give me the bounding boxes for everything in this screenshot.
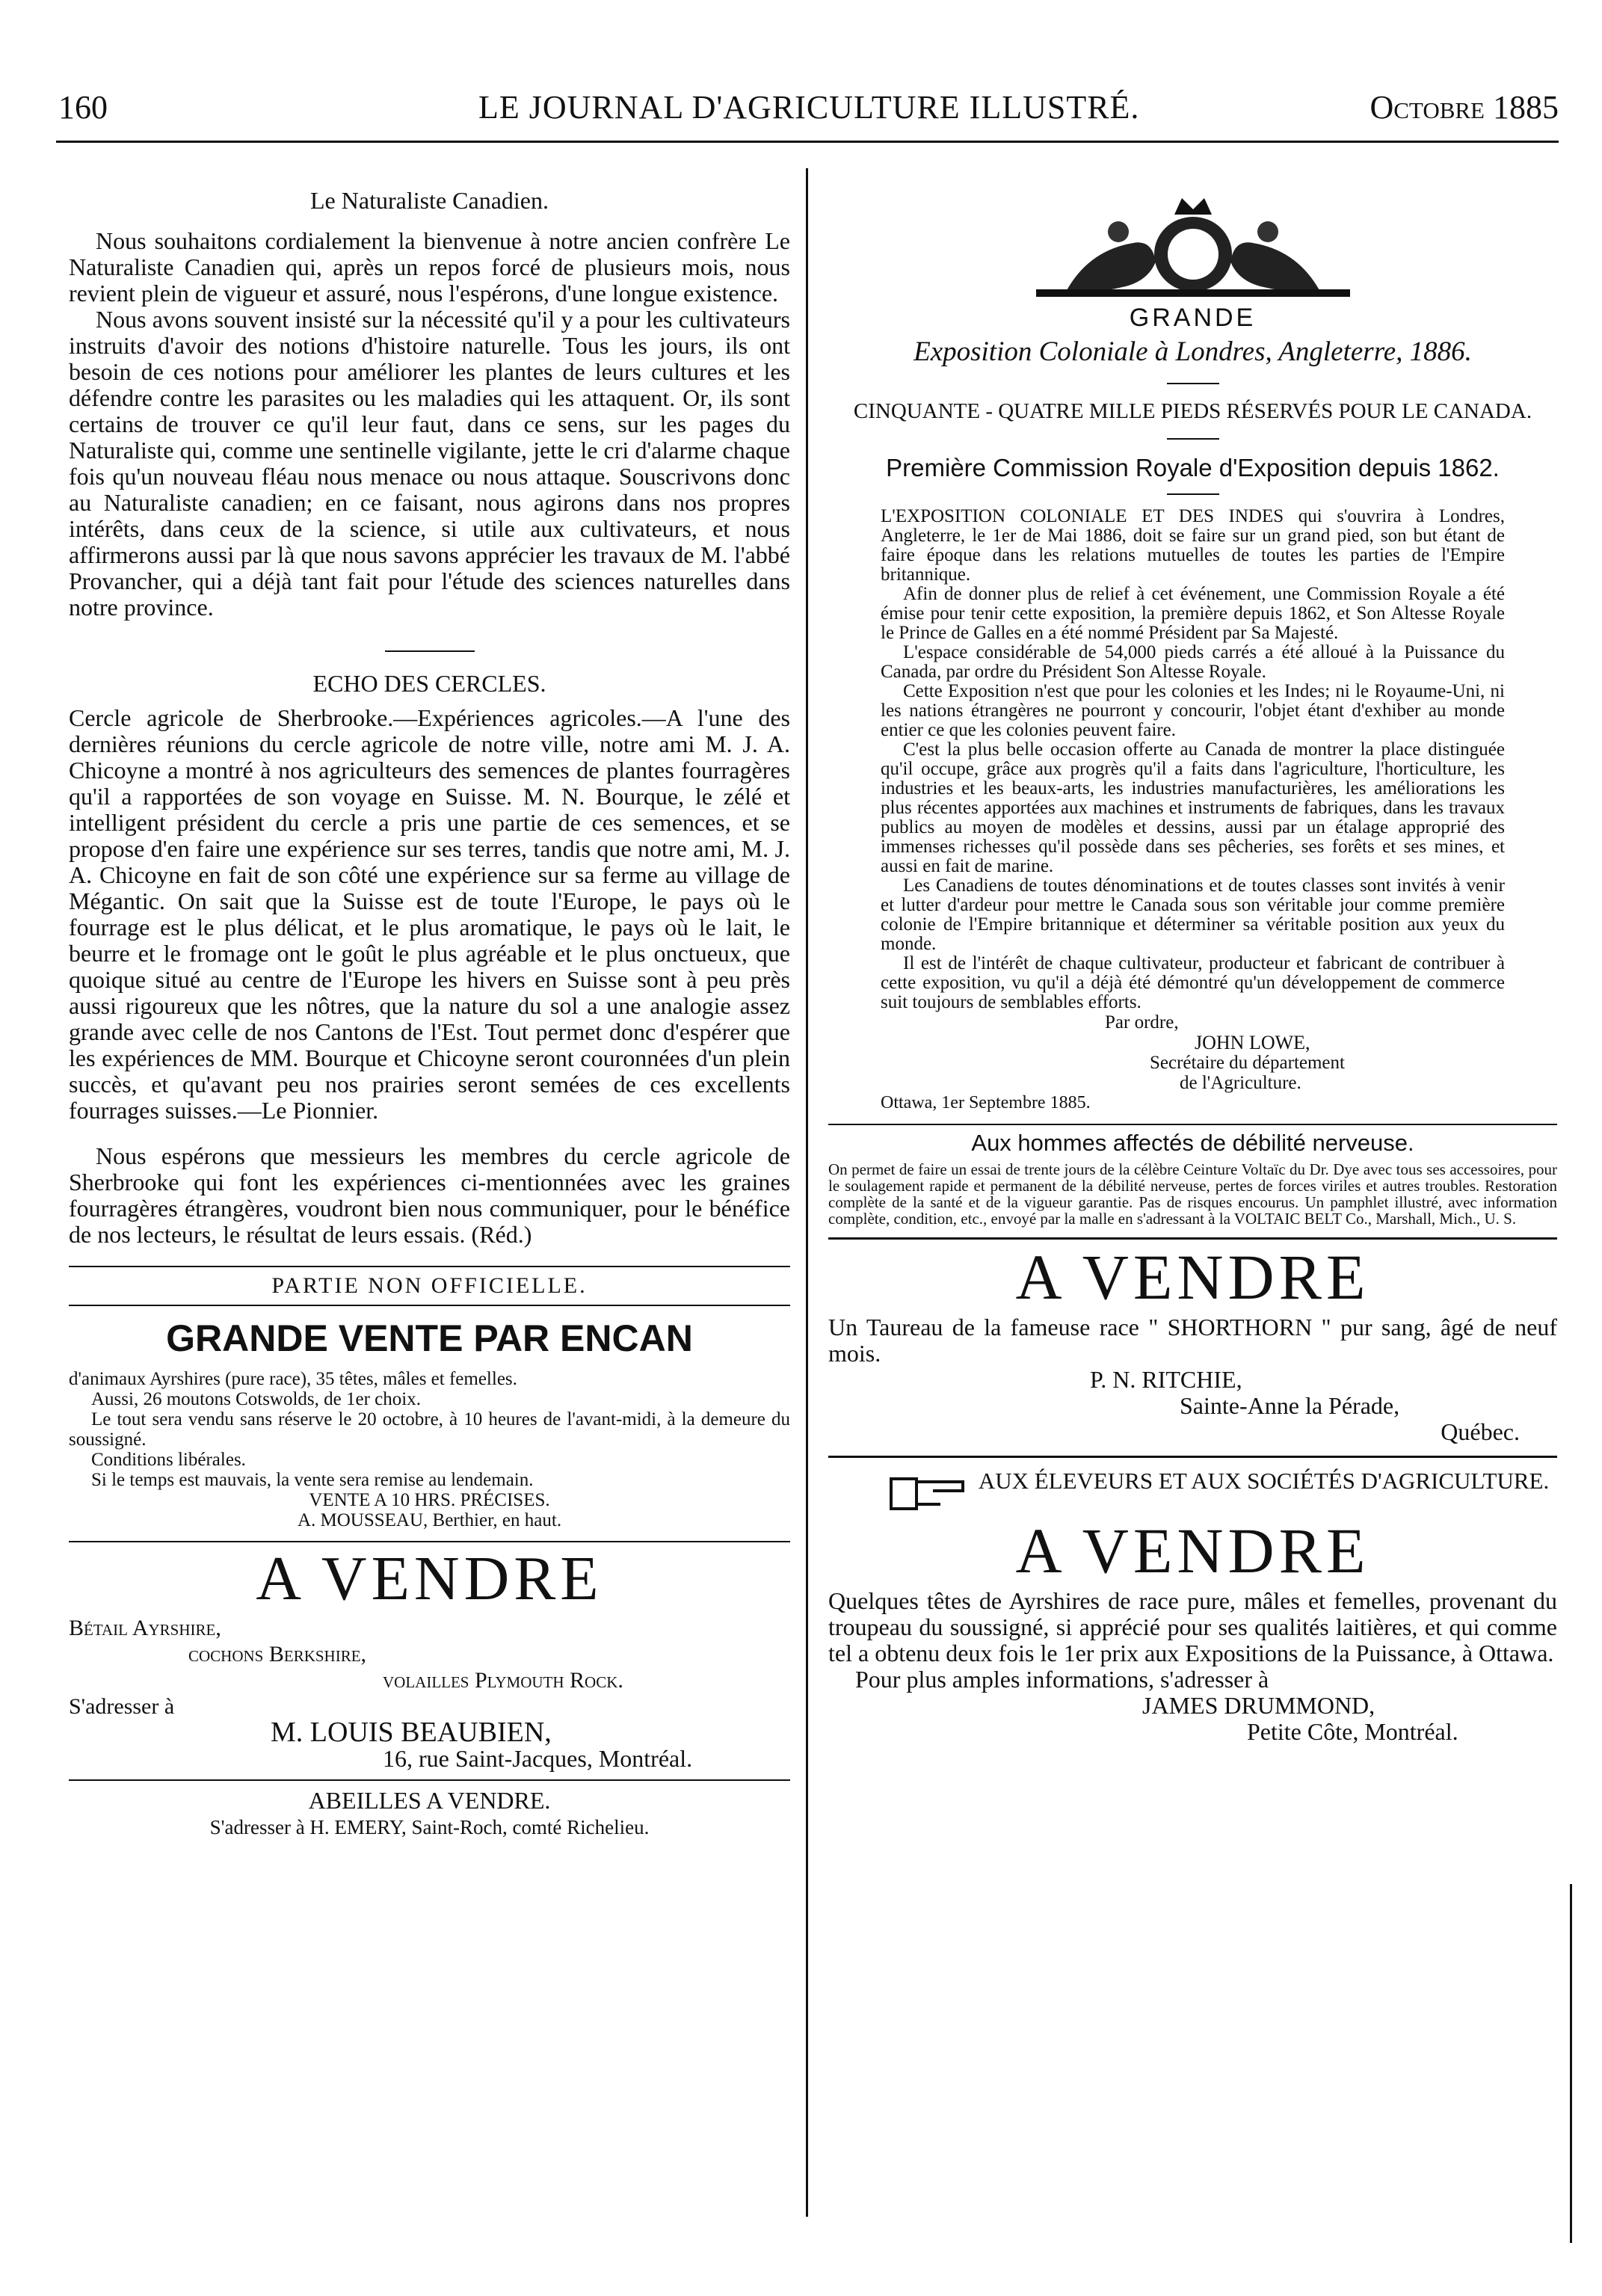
section-rule (69, 1266, 790, 1267)
expo-paragraph-6: Les Canadiens de toutes dénominations et de toutes classes sont invités à venir et lutter d'ardeur pour mettre le Canada sous son véritable jour comme première colonie de l'Empire britannique et déterminer sa véritable position aux yeux du monde. (881, 875, 1505, 954)
eleveurs-title: A VENDRE (1015, 1515, 1370, 1586)
section-rule (828, 1456, 1557, 1458)
vendre-ad-2-title: A VENDRE (1015, 1241, 1370, 1313)
section-divider (1167, 438, 1219, 440)
expo-role-2: de l'Agriculture. (1180, 1073, 1301, 1093)
vendre-ad-1-title: A VENDRE (256, 1544, 603, 1613)
section-rule (69, 1779, 790, 1781)
pointing-hand-icon (888, 1468, 970, 1513)
expo-paragraph-1: L'EXPOSITION COLONIALE ET DES INDES qui s'ouvrira à Londres, Angleterre, le 1er de Mai 1886, doit se faire sur un grand pied, son but étant de faire époque dans les relations mutuelles de toutes les parties de l'Empire britannique. (881, 506, 1505, 585)
section-rule (828, 1124, 1557, 1125)
encan-line-3: Le tout sera vendu sans réserve le 20 octobre, à 10 heures de l'avant-midi, à la demeure du soussigné. (69, 1409, 790, 1450)
encan-ad (69, 1317, 790, 1530)
encan-line-4: Conditions libérales. (91, 1450, 246, 1470)
echo-article (69, 670, 790, 1248)
vendre-ad-2-name: P. N. RITCHIE, (1090, 1366, 1242, 1393)
eleveurs-place: Petite Côte, Montréal. (1247, 1718, 1458, 1745)
encan-line-6: VENTE A 10 HRS. PRÉCISES. (309, 1490, 550, 1510)
section-divider (1167, 493, 1219, 495)
section-divider (1167, 383, 1219, 384)
vendre-ad-1-line-2: cochons Berkshire, (188, 1642, 367, 1666)
vendre-ad-2-place: Sainte-Anne la Pérade, (1180, 1392, 1400, 1419)
expo-date: Ottawa, 1er Septembre 1885. (881, 1093, 1091, 1112)
hommes-text: On permet de faire un essai de trente jours de la célèbre Ceinture Voltaïc du Dr. Dye avec tous ses accessoires, pour le soulagement rapide et permanent de la débilité nerveuse, pertes de forces viriles et autres troubles. Restoration complète de la santé et de la vigueur garantie. Pas de risques encourus. Un pamphlet illustré, avec information complète, condition, etc., envoyé par la malle en s'adressant à la VOLTAIC BELT Co., Marshall, Mich., U. S. (828, 1160, 1557, 1228)
vendre-ad-1-line-6: 16, rue Saint-Jacques, Montréal. (383, 1745, 693, 1772)
column-divider-right-edge (1570, 1884, 1572, 2243)
expo-role-1: Secrétaire du département (1150, 1053, 1345, 1073)
expo-paragraph-4: Cette Exposition n'est que pour les colonies et les Indes; ni le Royaume-Uni, ni les nations étrangères ne pourront y concourir, l'objet étant d'exhiber au monde entier ce que les colonies peuvent faire. (881, 681, 1505, 740)
left-column (69, 187, 790, 2220)
issue-date: Octobre 1885 (1370, 89, 1559, 126)
expo-paragraph-2: Afin de donner plus de relief à cet événement, une Commission Royale a été émise pour tenir cette exposition, la première depuis 1862, et Son Altesse Royale le Prince de Galles en a été nommé Président par Sa Majesté. (881, 584, 1505, 643)
header-rule (56, 141, 1559, 143)
section-rule (69, 1305, 790, 1306)
encan-line-7: A. MOUSSEAU, Berthier, en haut. (297, 1510, 562, 1530)
naturaliste-article (69, 187, 790, 621)
expo-commission: Première Commission Royale d'Exposition depuis 1862. (886, 454, 1500, 481)
eleveurs-heading: AUX ÉLEVEURS ET AUX SOCIÉTÉS D'AGRICULTURE. (978, 1468, 1550, 1494)
naturaliste-title: Le Naturaliste Canadien. (310, 187, 549, 214)
abeilles-line: S'adresser à H. EMERY, Saint-Roch, comté Richelieu. (209, 1816, 650, 1838)
vendre-ad-1-line-1: Bétail Ayrshire, (69, 1616, 221, 1640)
hommes-ad (828, 1130, 1557, 1227)
journal-title: LE JOURNAL D'AGRICULTURE ILLUSTRÉ. (478, 89, 1140, 126)
abeilles-title: ABEILLES A VENDRE. (308, 1787, 551, 1814)
vendre-ad-1-line-3: volailles Plymouth Rock. (383, 1668, 623, 1693)
eleveurs-heading-row (828, 1468, 1557, 1513)
expo-title: Exposition Coloniale à Londres, Angleterre, 1886. (914, 336, 1472, 367)
echo-paragraph-2: Nous espérons que messieurs les membres du cercle agricole de Sherbrooke qui font les expériences ci-mentionnées avec les graines fourragères étrangères, voudront bien nous communiquer, pour le bénéfice de nos lecteurs, le résultat de leurs essais. (Réd.) (69, 1142, 790, 1248)
eleveurs-name: JAMES DRUMMOND, (1142, 1692, 1375, 1719)
eleveurs-ad (828, 1468, 1557, 1745)
royal-crest-icon (1021, 198, 1365, 299)
expo-par-ordre: Par ordre, (1105, 1012, 1179, 1032)
vendre-ad-2-text: Un Taureau de la fameuse race " SHORTHORN " pur sang, âgé de neuf mois. (828, 1314, 1557, 1367)
expo-subtitle: CINQUANTE - QUATRE MILLE PIEDS RÉSERVÉS POUR LE CANADA. (853, 399, 1532, 423)
encan-title: GRANDE VENTE PAR ENCAN (166, 1317, 693, 1359)
expo-body (828, 507, 1557, 1113)
encan-line-5: Si le temps est mauvais, la vente sera remise au lendemain. (91, 1470, 534, 1490)
right-column (828, 198, 1557, 2217)
vendre-ad-1 (69, 1542, 790, 1772)
section-divider (385, 650, 475, 652)
eleveurs-text: Quelques têtes de Ayrshires de race pure, mâles et femelles, provenant du troupeau du soussigné, si apprécié pour ses qualités laitières, et qui comme tel a obtenu deux fois le 1er prix aux Expositions de la Puissance, à Ottawa. (828, 1587, 1557, 1666)
encan-line-2: Aussi, 26 moutons Cotswolds, de 1er choix. (91, 1389, 421, 1409)
expo-paragraph-7: Il est de l'intérêt de chaque cultivateur, producteur et fabricant de contribuer à cette exposition, vu qu'il a déjà été démontré qu'un développement de commerce suit toujours de semblables efforts. (881, 953, 1505, 1012)
page-number: 160 (58, 89, 108, 126)
hommes-title: Aux hommes affectés de débilité nerveuse. (971, 1130, 1414, 1156)
section-rule (828, 1237, 1557, 1240)
naturaliste-paragraph-1: Nous souhaitons cordialement la bienvenue à notre ancien confrère Le Naturaliste Canadien qui, après un repos forcé de plusieurs mois, nous revient plein de vigueur et assuré, nous l'espérons, d'une longue existence. (69, 227, 790, 307)
echo-paragraph-1: Cercle agricole de Sherbrooke.—Expériences agricoles.—A l'une des dernières réunions du cercle agricole de notre ville, notre ami M. J. A. Chicoyne a montré à nos agriculteurs des semences de plantes fourragères qu'il a rapportées de son voyage en Suisse. M. N. Bourque, le zélé et intelligent président du cercle a pris une partie de ces semences, et se propose d'en faire une expérience sur ses terres, tandis que notre ami, M. J. A. Chicoyne en fait de son côté une expérience sur sa ferme au village de Mégantic. On sait que la Suisse est de toute l'Europe, le pays où le fourrage est le plus délicat, et le plus aromatique, le pays où le lait, le beurre et le fromage ont le goût le plus agréable et le plus onctueux, que quoique situé au centre de l'Europe les hivers en Suisse sont à peu près aussi rigoureux que les nôtres, que la nature du sol a une analogie assez grande avec celle de nos Cantons de l'Est. Tout permet donc d'espérer que les expériences de MM. Bourque et Chicoyne seront couronnées d'un plein succès, et qu'avant peu nos prairies seront semées de ces excellents fourrages suisses.—Le Pionnier. (69, 704, 790, 1124)
encan-line-1: d'animaux Ayrshires (pure race), 35 têtes, mâles et femelles. (69, 1369, 517, 1389)
eleveurs-text-2: Pour plus amples informations, s'adresser à (855, 1666, 1269, 1693)
naturaliste-paragraph-2: Nous avons souvent insisté sur la nécessité qu'il y a pour les cultivateurs instruits d'avoir des notions d'histoire naturelle. Tous les jours, ils ont besoin de ces notions pour améliorer les plantes de leurs cultures et les défendre contre les parasites ou les maladies qui les attaquent. Or, ils sont certains de trouver ce qu'il leur faut, dans ce sens, sur les pages du Naturaliste qui, comme une sentinelle vigilante, jette le cri d'alarme chaque fois qu'un nouveau fléau nous menace ou nous attaque. Souscrivons donc au Naturaliste canadien; en ce faisant, nous agirons dans nos propres intérêts, dans ceux de la science, si utile aux cultivateurs, et nous affirmerons aussi par là que nous savons apprécier les travaux de M. l'abbé Provancher, qui a déjà tant fait pour l'étude des sciences naturelles dans notre province. (69, 306, 790, 621)
vendre-ad-1-line-4: S'adresser à (69, 1694, 175, 1719)
expo-paragraph-3: L'espace considérable de 54,000 pieds carrés a été alloué à la Puissance du Canada, par ordre du Président Son Altesse Royale. (881, 642, 1505, 682)
echo-title: ECHO DES CERCLES. (312, 670, 546, 697)
abeilles-ad (69, 1787, 790, 1838)
vendre-ad-2-prov: Québec. (1441, 1418, 1520, 1445)
vendre-ad-2 (828, 1240, 1557, 1445)
column-divider (806, 168, 808, 2217)
partie-heading: PARTIE NON OFFICIELLE. (271, 1273, 588, 1298)
expo-grande: GRANDE (1129, 304, 1257, 332)
expo-signer: JOHN LOWE, (1195, 1032, 1310, 1053)
expo-paragraph-5: C'est la plus belle occasion offerte au Canada de montrer la place distinguée qu'il occupe, grâce aux progrès qu'il a faits dans l'agriculture, l'horticulture, les industries et les beaux-arts, les industries manufacturières, les améliorations les plus récentes apportées aux machines et instruments de fabriques, dans les travaux publics au moyen de modèles et dessins, aussi par un étalage approprié des immenses richesses qu'il possède dans ses pêcheries, ses forêts et ses mines, et aussi en fait de marine. (881, 739, 1505, 876)
vendre-ad-1-line-5: M. LOUIS BEAUBIEN, (271, 1717, 552, 1748)
expo-ad (828, 198, 1557, 1113)
section-rule (69, 1541, 790, 1542)
